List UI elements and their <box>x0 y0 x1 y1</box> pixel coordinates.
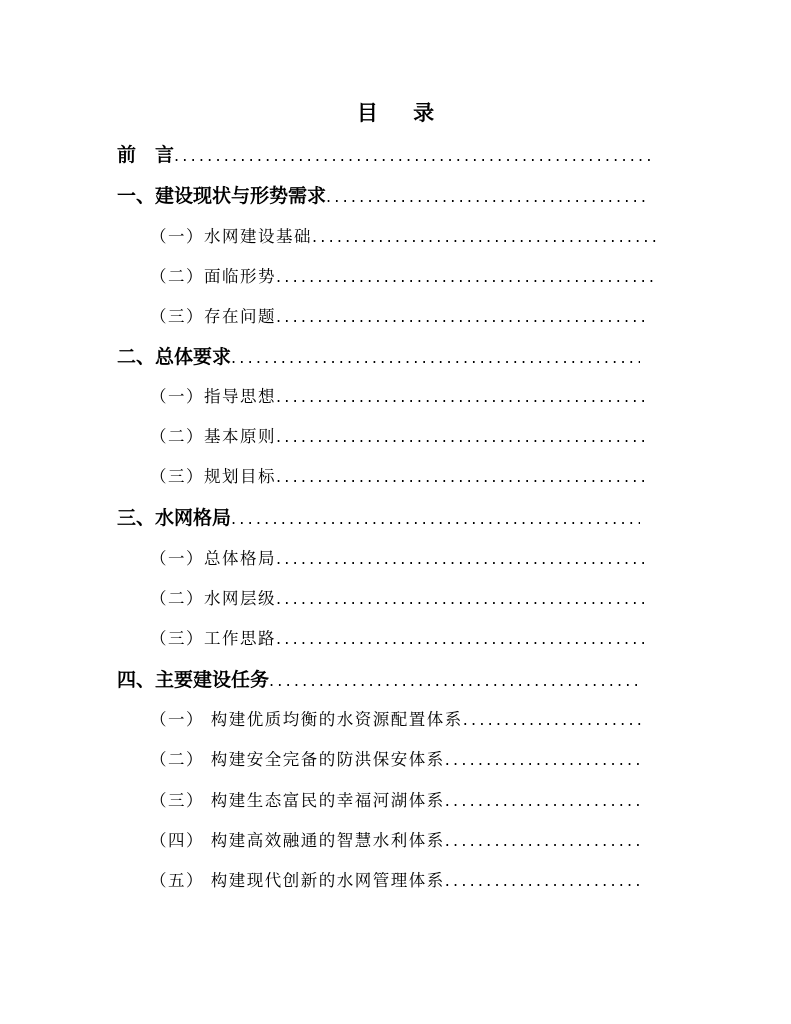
toc-title: 目 录 <box>356 101 449 125</box>
dot-leader <box>276 462 646 492</box>
toc-entry-label: 一、建设现状与形势需求 <box>117 185 327 207</box>
dot-leader <box>231 343 640 372</box>
toc-entry-label: （一）指导思想 <box>150 387 276 406</box>
toc-entry-label: （四） 构建高效融通的智慧水利体系 <box>150 831 445 850</box>
toc-entry-preface <box>117 140 650 170</box>
toc-entry-section-2 <box>117 342 640 372</box>
dot-leader <box>326 182 650 211</box>
toc-entry-2-1 <box>150 382 646 412</box>
toc-entry-section-4 <box>117 665 640 695</box>
dot-leader <box>312 222 656 252</box>
dot-leader <box>269 666 640 695</box>
dot-leader <box>276 544 646 574</box>
toc-entry-label: （二）面临形势 <box>150 267 276 286</box>
toc-entry-1-2 <box>150 262 656 292</box>
dot-leader <box>276 302 646 332</box>
toc-entry-label: （二） 构建安全完备的防洪保安体系 <box>150 750 445 769</box>
toc-entry-3-1 <box>150 544 646 574</box>
toc-entry-4-4 <box>150 826 642 856</box>
toc-entry-label: （二）基本原则 <box>150 427 276 446</box>
toc-entry-4-5 <box>150 866 642 896</box>
toc-entry-2-3 <box>150 462 646 492</box>
dot-leader <box>445 745 642 775</box>
toc-entry-label: （三）工作思路 <box>150 629 276 648</box>
toc-entry-3-3 <box>150 624 646 654</box>
toc-entry-label: （三）存在问题 <box>150 307 276 326</box>
dot-leader <box>276 422 646 452</box>
toc-entry-2-2 <box>150 422 646 452</box>
dot-leader <box>276 262 656 292</box>
dot-leader <box>174 141 650 170</box>
toc-entry-label: 三、水网格局 <box>117 507 232 529</box>
toc-entry-label: （一） 构建优质均衡的水资源配置体系 <box>150 710 463 729</box>
toc-entry-1-1 <box>150 222 656 252</box>
dot-leader <box>445 866 642 896</box>
toc-entry-section-1 <box>117 181 650 211</box>
dot-leader <box>231 504 640 533</box>
toc-entry-label: （二）水网层级 <box>150 589 276 608</box>
toc-entry-4-1 <box>150 705 642 735</box>
dot-leader <box>276 624 646 654</box>
dot-leader <box>276 382 646 412</box>
toc-entry-4-3 <box>150 786 642 816</box>
toc-entry-label: 四、主要建设任务 <box>117 669 270 691</box>
toc-entry-label: （一）总体格局 <box>150 549 276 568</box>
toc-entry-label: （三） 构建生态富民的幸福河湖体系 <box>150 791 445 810</box>
toc-entry-1-3 <box>150 302 646 332</box>
toc-entry-3-2 <box>150 584 646 614</box>
dot-leader <box>445 826 642 856</box>
toc-entry-label: （一）水网建设基础 <box>150 227 312 246</box>
dot-leader <box>463 705 642 735</box>
toc-entry-section-3 <box>117 503 640 533</box>
toc-entry-label: （五） 构建现代创新的水网管理体系 <box>150 871 445 890</box>
toc-entry-label: 二、总体要求 <box>117 346 232 368</box>
toc-entry-4-2 <box>150 745 642 775</box>
dot-leader <box>445 786 642 816</box>
toc-entry-label: 前 言 <box>117 144 175 166</box>
dot-leader <box>276 584 646 614</box>
toc-entry-label: （三）规划目标 <box>150 467 276 486</box>
